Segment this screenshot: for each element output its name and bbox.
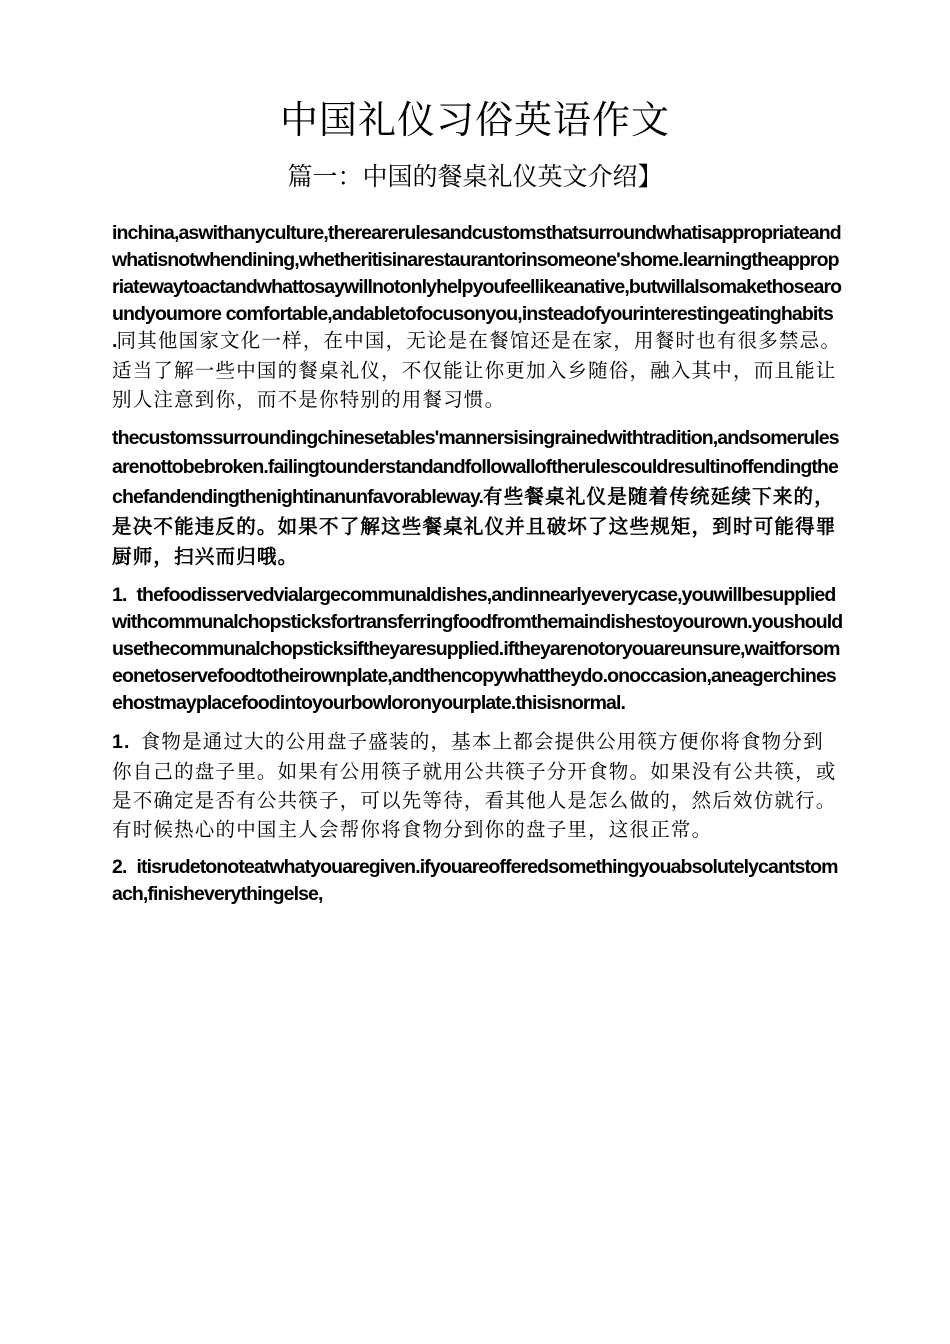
paragraph-4-chinese <box>112 727 844 844</box>
paragraph-3-english-text: thefoodisservedvialargecommunaldishes,andinnearlyeverycase,youwillbesuppliedwithcommunalchopsticksfortransferringfoodfromthemaindishestoyourown.youshouldusethecommunalchopsticksiftheyaresupplied.iftheyarenotoryouareunsure,waitforsomeonetoservefoodtotheirownplate,andthencopywhattheydo.onoccasion,aneagerchinesehostmayplacefoodintoyourbowloronyourplate.thisisnormal. <box>112 584 843 714</box>
list-number-1: 1. <box>112 584 127 606</box>
paragraph-5-english <box>112 854 844 908</box>
paragraph-1-english <box>112 220 844 328</box>
paragraph-5-english-text: itisrudetonoteatwhatyouaregiven.ifyouareofferedsomethingyouabsolutelycantstomach,finisheverythingelse, <box>112 856 838 905</box>
list-number-2: 2. <box>112 856 127 878</box>
paragraph-2 <box>112 424 844 572</box>
paragraph-1-join-period: . <box>112 330 117 352</box>
document-title: 中国礼仪习俗英语作文 <box>279 98 670 142</box>
paragraph-2-chinese-text: 有些餐桌礼仪是随着传统延续下来的，是决不能违反的。如果不了解这些餐桌礼仪并且破坏了这些规矩，到时可能得罪厨师，扫兴而归哦。 <box>112 485 837 568</box>
paragraph-1-english-text: inchina,aswithanyculture,therearerulesandcustomsthatsurroundwhatisappropriateandwhatisnotwhendining,whetheritisinarestaurantorinsomeone'shome.learningtheappropriatewaytoactandwhattosaywillnotonlyhelpyoufeellikeanative,butwillalsomakethosearoundyoumore comfortable,andabletofocusonyou,insteadofyourinterestingeatinghabits <box>112 222 842 325</box>
paragraph-1-chinese <box>112 326 844 414</box>
paragraph-1-chinese-text: 同其他国家文化一样，在中国，无论是在餐馆还是在家，用餐时也有很多禁忌。适当了解一些中国的餐桌礼仪，不仅能让你更加入乡随俗，融入其中，而且能让别人注意到你，而不是你特别的用餐习惯。 <box>112 329 842 411</box>
document-body <box>112 220 844 918</box>
paragraph-3-english <box>112 582 844 717</box>
paragraph-2-english-text: thecustomssurroundingchinesetables'mannersisingrainedwithtradition,andsomerulesarenottobebroken.failingtounderstandandfollowalloftherulescouldresultinoffendingthechefandendingthenightinanunfavorableway <box>112 427 839 508</box>
list-number-1-chinese: 1. <box>112 731 131 753</box>
paragraph-2-join-period: . <box>478 486 484 508</box>
paragraph-4-chinese-text: 食物是通过大的公用盘子盛装的，基本上都会提供公用筷方便你将食物分到你自己的盘子里。如果有公用筷子就用公共筷子分开食物。如果没有公共筷，或是不确定是否有公共筷子，可以先等待，看其他人是怎么做的，然后效仿就行。有时候热心的中国主人会帮你将食物分到你的盘子里，这很正常。 <box>112 730 837 841</box>
document-subtitle: 篇一：中国的餐桌礼仪英文介绍】 <box>287 162 663 191</box>
